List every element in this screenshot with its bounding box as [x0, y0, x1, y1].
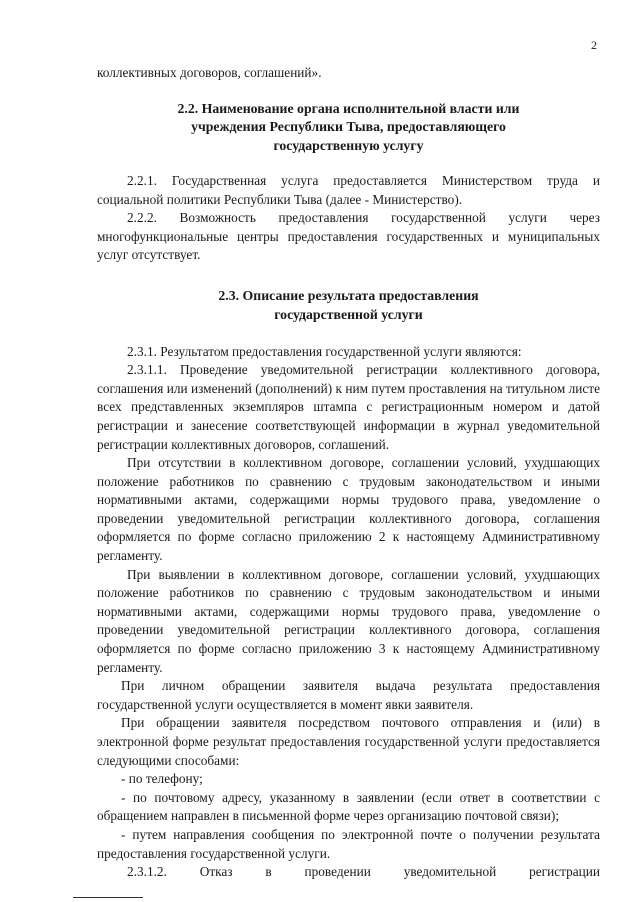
section-2-3-heading [97, 287, 600, 325]
paragraph-postal-appeal: При обращении заявителя посредством почтового отправления и (или) в электронной форме результат предоставления государственной услуги предоставляется следующими способами: [97, 715, 600, 768]
paragraph-absence-conditions: При отсутствии в коллективном договоре, соглашении условий, ухудшающих положение работников по сравнению с трудовым законодательством и иными нормативными актами, содержащими нормы трудового права, уведомление о проведении уведомительной регистрации коллективного договора, соглашения оформляется по форме согласно приложению 2 к настоящему Административному регламенту. [97, 455, 600, 564]
paragraph-detection-conditions: При выявлении в коллективном договоре, соглашении условий, ухудшающих положение работников по сравнению с трудовым законодательством и иными нормативными актами, содержащими нормы трудового права, уведомление о проведении уведомительной регистрации коллективного договора, соглашения оформляется по форме согласно приложению 3 к настоящему Административному регламенту. [97, 566, 600, 675]
heading-line: государственной услуги [274, 306, 423, 322]
paragraph-2-2-1: 2.2.1. Государственная услуга предоставляется Министерством труда и социальной политики Республики Тыва (далее - Министерство). [97, 172, 600, 207]
paragraph-2-3-1-2: 2.3.1.2. Отказ в проведении уведомительной регистрации [127, 864, 600, 880]
paragraph-2-3-1: 2.3.1. Результатом предоставления государственной услуги являются: [127, 343, 522, 359]
heading-line: 2.3. Описание результата предоставления [218, 287, 479, 303]
page-number: 2 [591, 38, 597, 52]
paragraph-personal-appeal: При личном обращении заявителя выдача результата предоставления государственной услуги осуществляется в момент явки заявителя. [97, 678, 600, 712]
section-2-2-heading [97, 100, 600, 156]
list-item: - по почтовому адресу, указанному в заявлении (если ответ в соответствии с обращением направлен в письменной форме через организацию почтовой связи); [97, 789, 600, 824]
paragraph-2-3-1-1: 2.3.1.1. Проведение уведомительной регистрации коллективного договора, соглашения или изменений (дополнений) к ним путем проставления на титульном листе всех представленных экземпляров штампа с регистрационным номером и датой регистрации и занесение соответствующей информации в журнал уведомительной регистрации коллективных договоров, соглашений. [97, 362, 600, 452]
heading-line: 2.2. Наименование органа исполнительной власти или [177, 100, 520, 116]
lead-text: коллективных договоров, соглашений». [97, 65, 322, 80]
footer-divider [73, 897, 143, 898]
list-item: - по телефону; [121, 771, 203, 787]
list-item: - путем направления сообщения по электронной почте о получении результата предоставления государственной услуги. [97, 826, 600, 861]
heading-line: государственную услугу [273, 138, 424, 154]
document-body [97, 64, 600, 882]
heading-line: учреждения Республики Тыва, предоставляющего [191, 119, 506, 135]
paragraph-2-2-2: 2.2.2. Возможность предоставления государственной услуги через многофункциональные центры предоставления государственных и муниципальных услуг отсутствует. [97, 210, 600, 263]
